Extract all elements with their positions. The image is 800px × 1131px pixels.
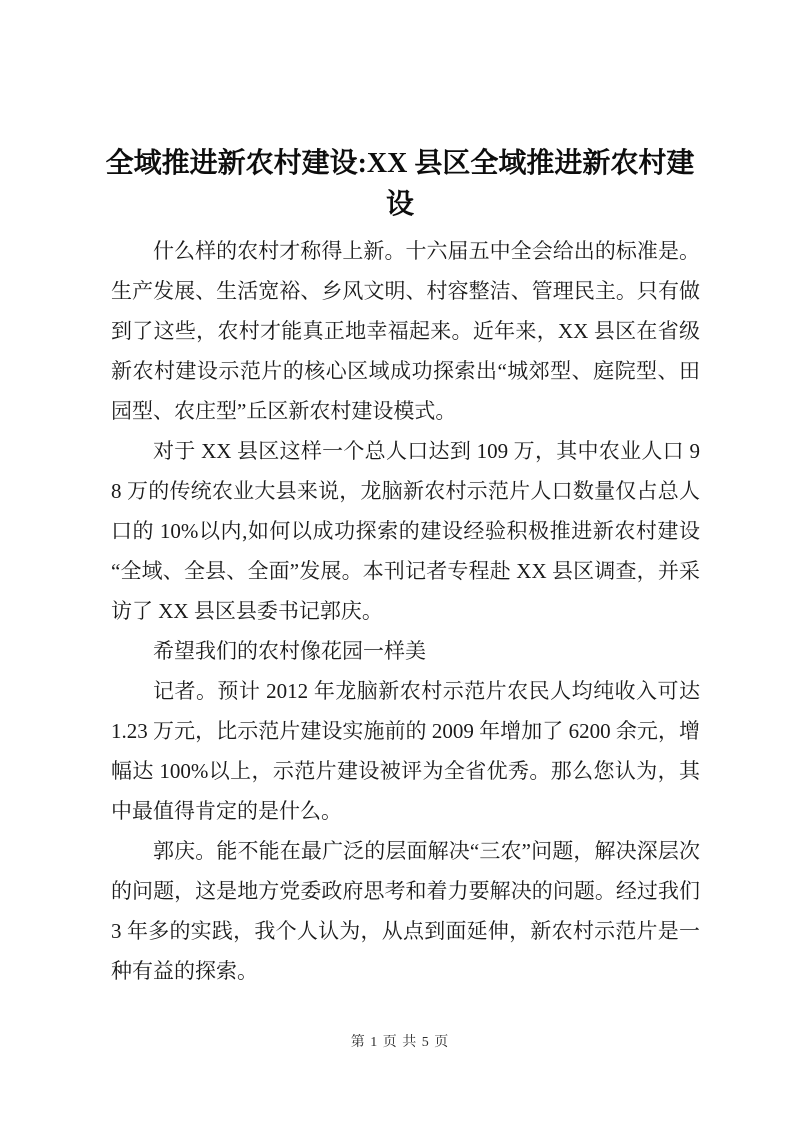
- page-footer: [0, 1033, 800, 1053]
- page-number-label: 第 1 页 共 5 页: [350, 1035, 450, 1050]
- paragraph-intro: 什么样的农村才称得上新。十六届五中全会给出的标准是。生产发展、生活宽裕、乡风文明、村容整洁、管理民主。只有做到了这些，农村才能真正地幸福起来。近年来，XX 县区在省级新农村建设示范片的核心区域成功探索出“城郊型、庭院型、田园型、农庄型”丘区新农村建设模式。: [111, 239, 700, 423]
- document-title: 全域推进新农村建设:XX 县区全域推进新农村建设: [105, 148, 695, 220]
- document-body: [111, 231, 700, 991]
- paragraph-subheading: 希望我们的农村像花园一样美: [153, 639, 426, 663]
- paragraph-population: 对于 XX 县区这样一个总人口达到 109 万，其中农业人口 98 万的传统农业大县来说，龙脑新农村示范片人口数量仅占总人口的 10%以内,如何以成功探索的建设经验积极推进新农村建设“全域、全县、全面”发展。本刊记者专程赴 XX 县区调查，并采访了 XX 县区县委书记郭庆。: [111, 439, 700, 623]
- paragraph-guoqing-answer: 郭庆。能不能在最广泛的层面解决“三农”问题，解决深层次的问题，这是地方党委政府思考和着力要解决的问题。经过我们 3 年多的实践，我个人认为，从点到面延伸，新农村示范片是一种有益的探索。: [111, 839, 700, 983]
- paragraph-reporter-question: 记者。预计 2012 年龙脑新农村示范片农民人均纯收入可达 1.23 万元，比示范片建设实施前的 2009 年增加了 6200 余元，增幅达 100%以上，示范片建设被评为全省优秀。那么您认为，其中最值得肯定的是什么。: [111, 679, 700, 823]
